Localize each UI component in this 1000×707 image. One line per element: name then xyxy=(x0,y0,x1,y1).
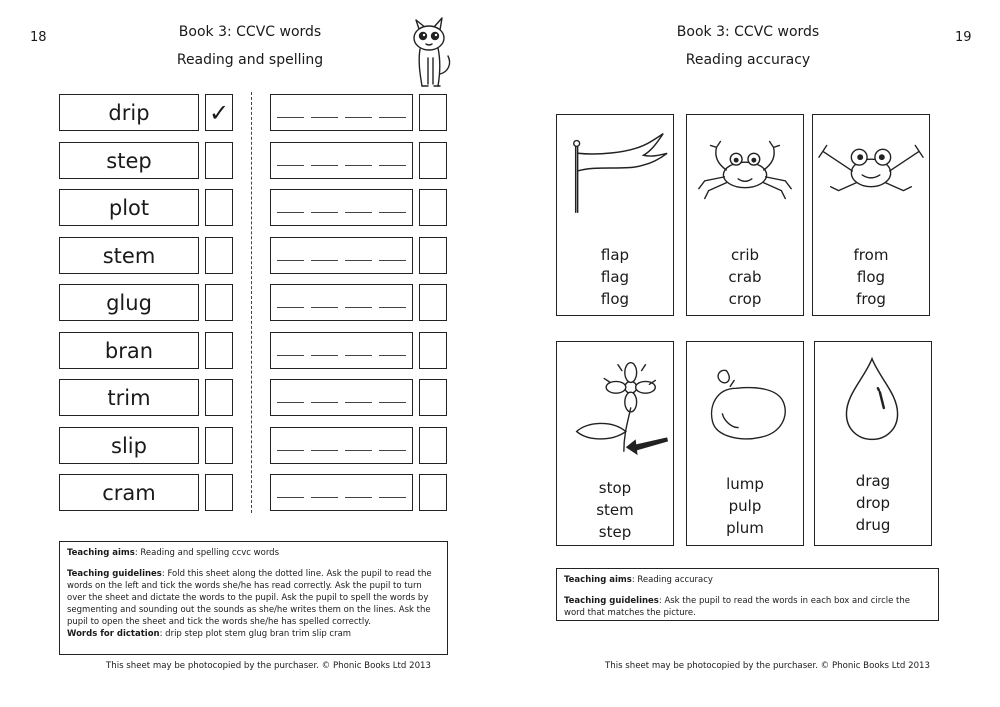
option-word[interactable]: lump xyxy=(726,475,764,493)
spelling-lines-box[interactable] xyxy=(270,94,413,131)
word-box: trim xyxy=(59,379,199,416)
aims-text: : Reading and spelling ccvc words xyxy=(134,548,280,558)
frog-icon xyxy=(813,115,929,225)
letter-line xyxy=(379,307,406,308)
letter-line xyxy=(277,212,304,213)
letter-line xyxy=(277,165,304,166)
letter-line xyxy=(311,307,338,308)
letter-line xyxy=(345,402,372,403)
letter-line xyxy=(345,165,372,166)
letter-line xyxy=(379,497,406,498)
flag-icon xyxy=(557,115,673,225)
footer-right: This sheet may be photocopied by the purchaser. © Phonic Books Ltd 2013 xyxy=(605,661,930,671)
read-tick-box[interactable] xyxy=(205,142,233,179)
letter-line xyxy=(277,117,304,118)
letter-line xyxy=(277,450,304,451)
read-tick-box[interactable] xyxy=(205,284,233,321)
letter-line xyxy=(311,212,338,213)
option-word[interactable]: drug xyxy=(855,516,891,534)
drop-icon xyxy=(815,342,931,467)
guidelines-text: : Ask the pupil to read the words in each box and circle the word that matches the picture. xyxy=(564,596,910,618)
read-tick-box[interactable] xyxy=(205,474,233,511)
read-tick-box[interactable] xyxy=(205,94,233,131)
letter-line xyxy=(311,165,338,166)
letter-line xyxy=(345,212,372,213)
letter-line xyxy=(379,355,406,356)
guidelines-text: : Fold this sheet along the dotted line. Ask the pupil to read the words on the left and tick the words she/he has read correctly. Ask the pupil to turn over the sheet and dictate the words to the pupil. Ask the pupil to spell the words by segmenting and sounding out the sounds as she/he writes them on the lines. Ask the pupil to open the sheet and tick the words she/he has spelled correctly. xyxy=(67,569,432,627)
option-word[interactable]: plum xyxy=(726,519,764,537)
letter-line xyxy=(311,497,338,498)
letter-line xyxy=(379,402,406,403)
option-word[interactable]: flag xyxy=(600,268,630,286)
spell-tick-box[interactable] xyxy=(419,237,447,274)
aims-label: Teaching aims xyxy=(67,548,135,558)
read-tick-box[interactable] xyxy=(205,379,233,416)
option-word[interactable]: flog xyxy=(856,268,886,286)
page-number-left: 18 xyxy=(30,30,47,45)
letter-line xyxy=(311,117,338,118)
letter-line xyxy=(311,355,338,356)
picture-card-crab xyxy=(686,114,804,316)
spell-tick-box[interactable] xyxy=(419,189,447,226)
letter-line xyxy=(379,260,406,261)
letter-line xyxy=(345,497,372,498)
aims-label: Teaching aims xyxy=(564,575,632,585)
dictation-text: : drip step plot stem glug bran trim slip cram xyxy=(159,629,352,639)
spelling-lines-box[interactable] xyxy=(270,189,413,226)
spelling-lines-box[interactable] xyxy=(270,474,413,511)
letter-line xyxy=(379,450,406,451)
letter-line xyxy=(345,117,372,118)
option-word[interactable]: crab xyxy=(728,268,762,286)
word-box: bran xyxy=(59,332,199,369)
spelling-lines-box[interactable] xyxy=(270,427,413,464)
word-box: plot xyxy=(59,189,199,226)
page-title-right: Book 3: CCVC words xyxy=(676,24,820,40)
letter-line xyxy=(277,355,304,356)
aims-text: : Reading accuracy xyxy=(631,575,713,585)
option-word[interactable]: pulp xyxy=(728,497,762,515)
spell-tick-box[interactable] xyxy=(419,379,447,416)
spell-tick-box[interactable] xyxy=(419,427,447,464)
spelling-lines-box[interactable] xyxy=(270,284,413,321)
read-tick-box[interactable] xyxy=(205,332,233,369)
word-box: slip xyxy=(59,427,199,464)
page-number-right: 19 xyxy=(955,30,972,45)
letter-line xyxy=(345,260,372,261)
option-word[interactable]: stem xyxy=(596,501,634,519)
letter-line xyxy=(277,260,304,261)
spelling-lines-box[interactable] xyxy=(270,237,413,274)
flower-stem-icon xyxy=(557,342,673,467)
letter-line xyxy=(345,355,372,356)
word-box: cram xyxy=(59,474,199,511)
letter-line xyxy=(379,212,406,213)
option-word[interactable]: from xyxy=(853,246,889,264)
picture-card-flag xyxy=(556,114,674,316)
cat-icon xyxy=(408,14,454,94)
plum-icon xyxy=(687,342,803,467)
teaching-notes-right xyxy=(556,568,939,621)
spell-tick-box[interactable] xyxy=(419,332,447,369)
letter-line xyxy=(277,497,304,498)
crab-icon xyxy=(687,115,803,225)
spelling-lines-box[interactable] xyxy=(270,332,413,369)
spelling-lines-box[interactable] xyxy=(270,379,413,416)
read-tick-box[interactable] xyxy=(205,189,233,226)
page-subtitle-right: Reading accuracy xyxy=(685,52,811,68)
letter-line xyxy=(379,117,406,118)
picture-card-stem xyxy=(556,341,674,546)
picture-card-drop xyxy=(814,341,932,546)
dictation-label: Words for dictation xyxy=(67,629,160,639)
guidelines-label: Teaching guidelines xyxy=(564,596,659,606)
letter-line xyxy=(345,450,372,451)
spell-tick-box[interactable] xyxy=(419,142,447,179)
option-word[interactable]: crib xyxy=(730,246,760,264)
option-word[interactable]: flog xyxy=(600,290,630,308)
guidelines-label: Teaching guidelines xyxy=(67,569,162,579)
option-word[interactable]: drop xyxy=(855,494,891,512)
spell-tick-box[interactable] xyxy=(419,474,447,511)
teaching-notes-left xyxy=(59,541,448,655)
letter-line xyxy=(311,260,338,261)
spelling-lines-box[interactable] xyxy=(270,142,413,179)
option-word[interactable]: step xyxy=(598,523,632,541)
spell-tick-box[interactable] xyxy=(419,284,447,321)
page-title-left: Book 3: CCVC words xyxy=(178,24,322,40)
letter-line xyxy=(379,165,406,166)
word-box: stem xyxy=(59,237,199,274)
page-subtitle-left: Reading and spelling xyxy=(176,52,324,68)
word-box: drip xyxy=(59,94,199,131)
fold-line xyxy=(251,92,252,513)
letter-line xyxy=(277,307,304,308)
option-word[interactable]: flap xyxy=(600,246,630,264)
option-word[interactable]: crop xyxy=(728,290,762,308)
spell-tick-box[interactable] xyxy=(419,94,447,131)
word-box: glug xyxy=(59,284,199,321)
option-word[interactable]: frog xyxy=(856,290,886,308)
letter-line xyxy=(345,307,372,308)
checkmark-icon: ✓ xyxy=(208,98,230,127)
word-box: step xyxy=(59,142,199,179)
footer-left: This sheet may be photocopied by the purchaser. © Phonic Books Ltd 2013 xyxy=(106,661,431,671)
picture-card-frog xyxy=(812,114,930,316)
option-word[interactable]: drag xyxy=(855,472,891,490)
picture-card-plum xyxy=(686,341,804,546)
read-tick-box[interactable] xyxy=(205,427,233,464)
letter-line xyxy=(311,450,338,451)
read-tick-box[interactable] xyxy=(205,237,233,274)
letter-line xyxy=(277,402,304,403)
letter-line xyxy=(311,402,338,403)
option-word[interactable]: stop xyxy=(598,479,632,497)
